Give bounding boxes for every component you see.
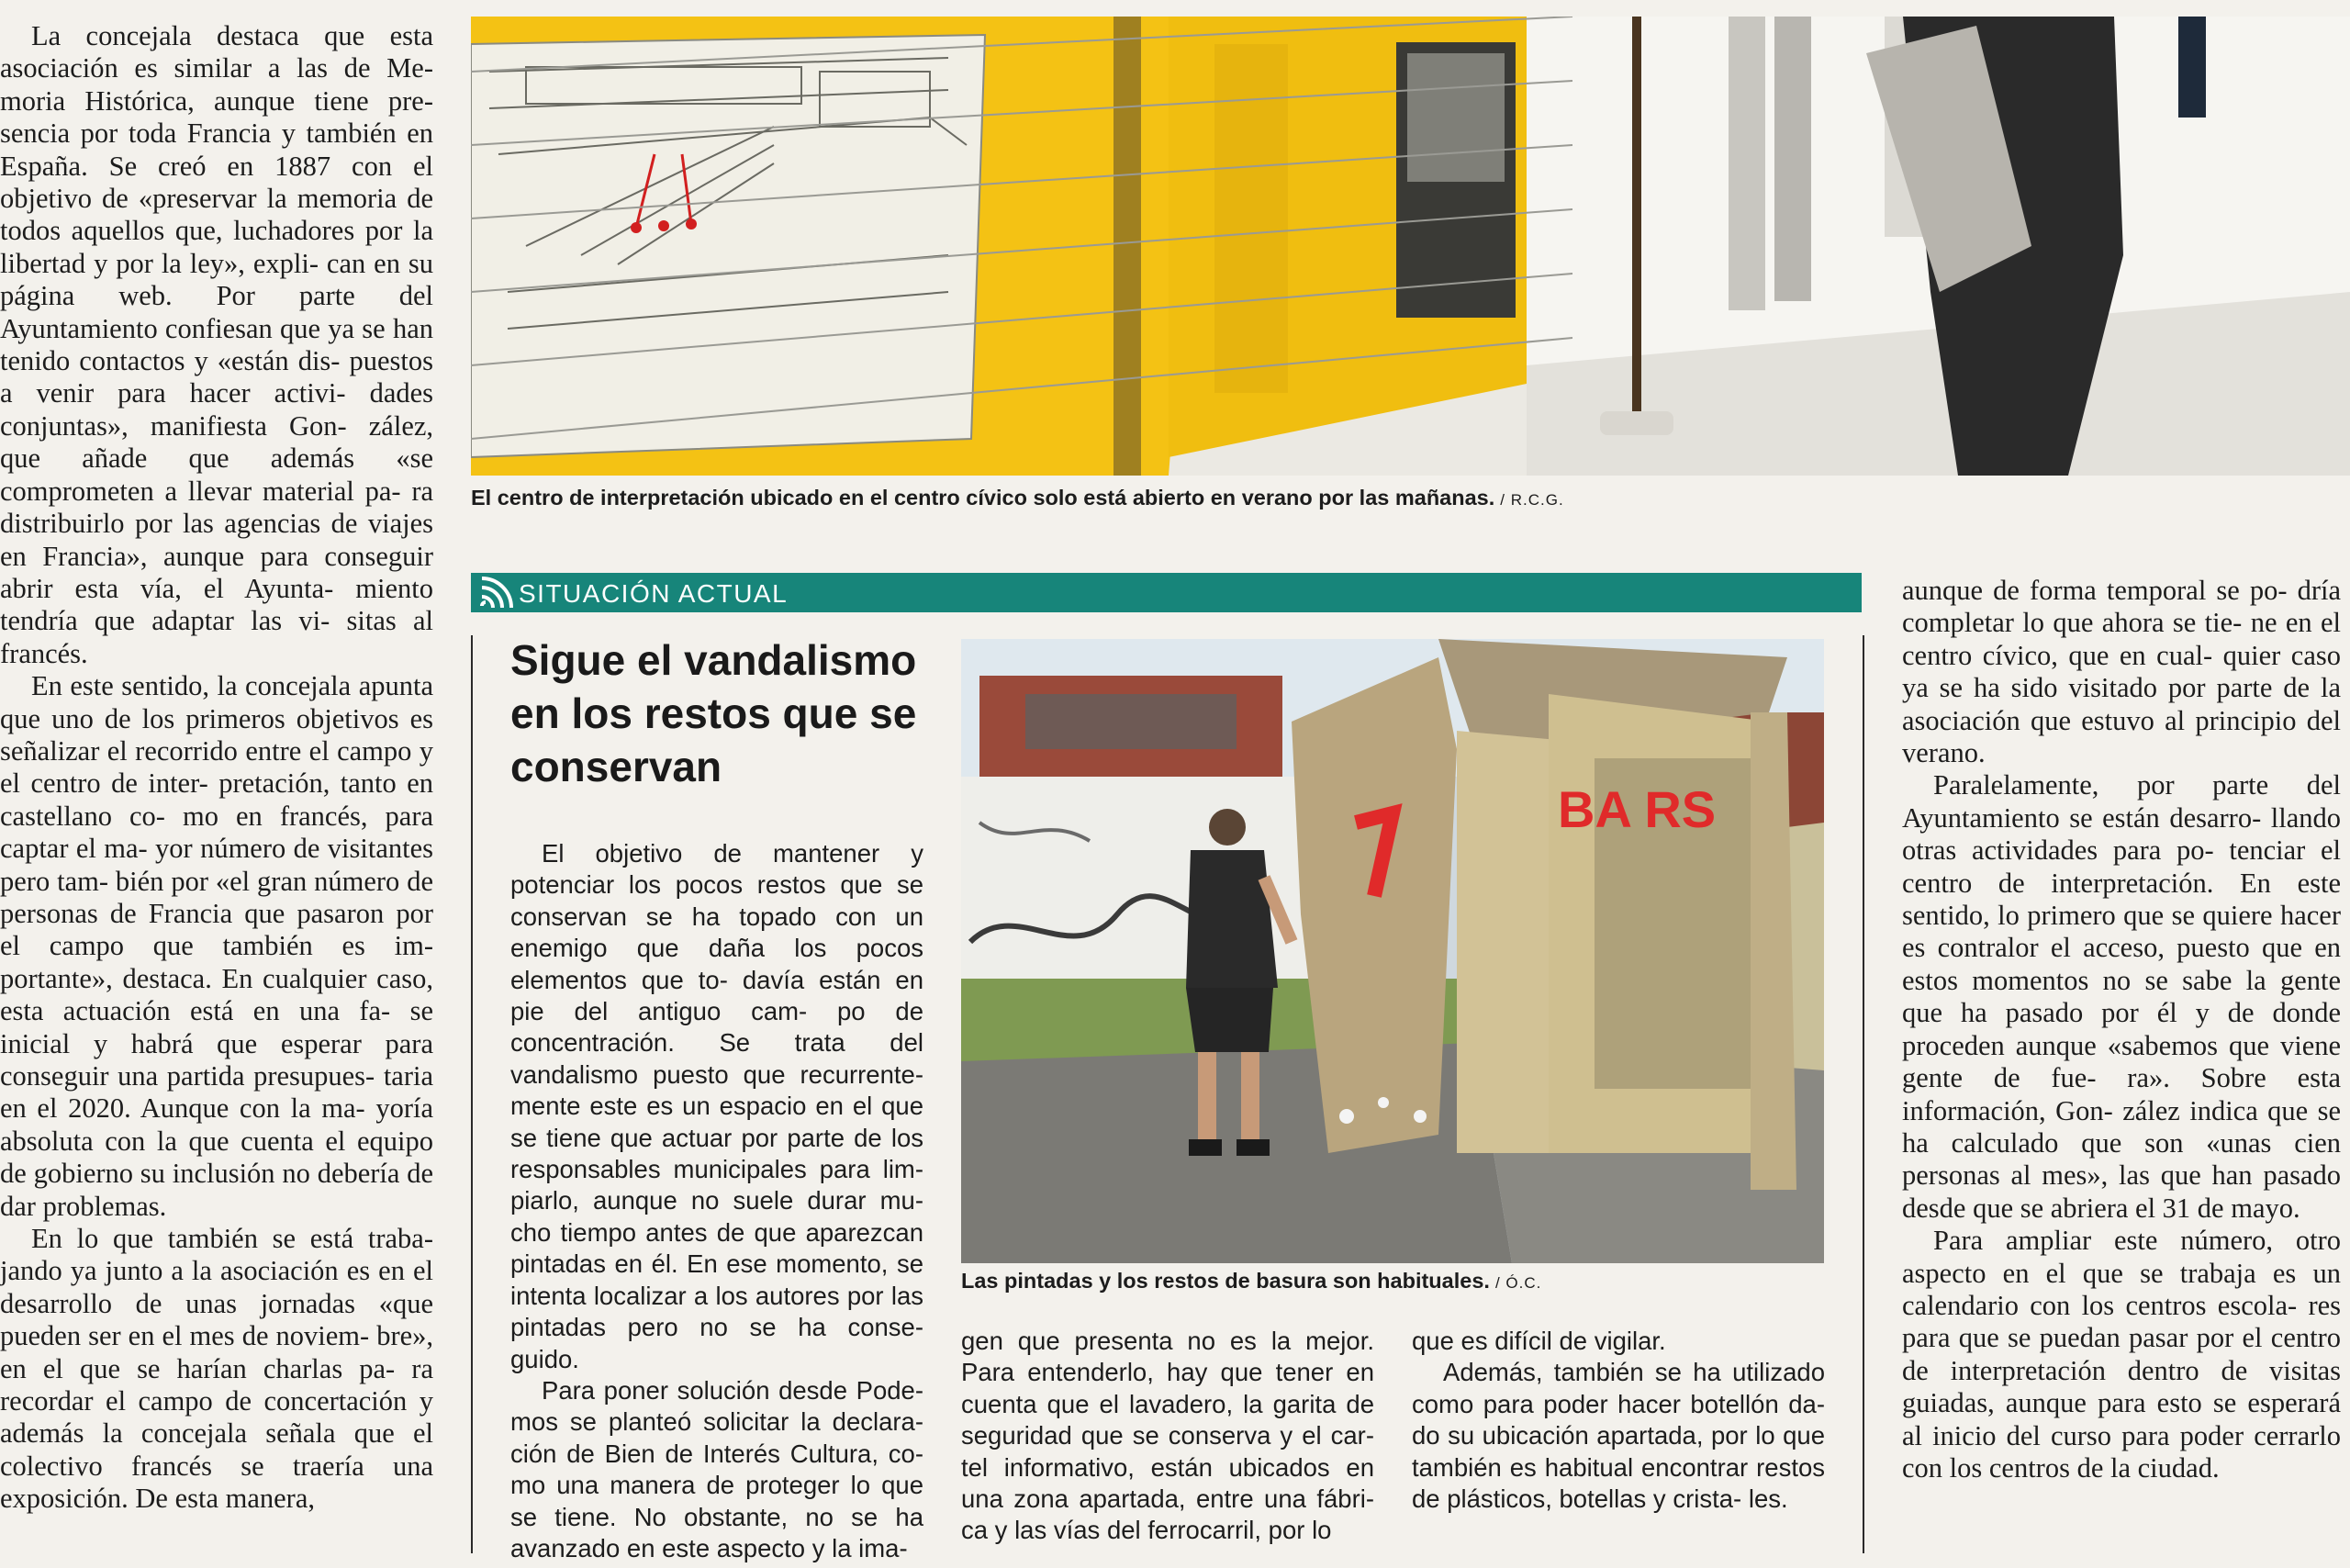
text-line: se tiene que actuar por parte de los [510,1123,923,1152]
text-line: responsables municipales para lim- [510,1155,923,1184]
left-column [0,20,433,1516]
text-line: mente este es un espacio en el que [510,1092,923,1121]
text-line: equipo de gobierno su inclusión no [0,1125,433,1190]
text-line: una exposición. De esta manera, [0,1450,434,1515]
text-line: se esperará al inicio del curso para [1902,1387,2341,1451]
text-line: las pintadas pero no se ha conse- [510,1281,923,1342]
text-line: El objetivo de mantener y potenciar [510,839,923,900]
text-line: apunta que uno de los primeros [0,670,433,734]
section-band [471,573,1862,612]
text-line: que también es habitual encontrar [1412,1421,1826,1482]
text-line: centro de interpretación dentro de [1902,1322,2341,1386]
text-line: tel informativo, están ubicados en [961,1452,1374,1482]
text-line: moria Histórica, aunque tiene pre- [0,84,433,117]
text-line: pretación, tanto en castellano co- [0,767,433,832]
text-line: que es difícil de vigilar. [1412,1327,1666,1355]
text-line: entre el campo y el centro de inter- [0,734,434,800]
text-line: puestos a venir para hacer activi- [0,345,433,409]
text-line: asociación es similar a las de Me- [0,52,433,84]
photo-credit: / R.C.G. [1500,491,1564,509]
paragraph [0,670,433,1223]
paragraph [1412,1326,1825,1357]
text-line: tenciar el centro de interpretación. [1902,834,2341,899]
paragraph [0,20,433,670]
text-line: se inicial y habrá que esperar para [0,995,434,1059]
text-line: piarlo, aunque no suele durar mu- [510,1186,923,1215]
text-line: debería de dar problemas. [0,1158,434,1222]
text-line: En lo que también se está traba- [31,1223,433,1255]
text-line: caso, esta actuación está en una fa- [0,962,433,1027]
text-line: en España. Se creó en 1887 con el [0,118,434,182]
headline: Sigue el vandalismo en los restos que se conservan [510,636,917,790]
text-line: por el campo que también es im- [0,897,433,962]
text-line: ciudad. [2137,1451,2220,1484]
text-line: can en su página web. Por parte del [0,247,434,312]
text-line: se sabe la gente que ha pasado por [1902,964,2341,1029]
text-line: po de concentración. Se trata del [510,997,924,1058]
text-line: sencia por toda Francia y también [0,118,397,150]
text-line: les. [1748,1484,1788,1514]
text-line: el desarrollo de unas jornadas «que [0,1255,434,1319]
text-line: restos de plásticos, botellas y crista- [1412,1452,1826,1514]
section-label: SITUACIÓN ACTUAL [519,579,789,608]
vandalism-photo-art [961,639,1824,1263]
text-line: se tiene. No obstante, no se ha [510,1502,923,1531]
text-line: zález, que añade que además «se [0,409,434,475]
text-line: se ha topado con un enemigo que [510,902,924,963]
text-line: comprometen a llevar material pa- [0,475,401,507]
text-line: ción de Bien de Interés Cultura, co- [510,1439,923,1468]
text-line: que son «unas cien personas al [1902,1126,2341,1192]
text-line: jando ya junto a la asociación es en [0,1255,405,1287]
paragraph [510,838,923,1375]
text-line: quiere hacer es contralor el acceso, [1902,900,2342,964]
text-line: ra». Sobre esta información, Gon- [1902,1062,2341,1126]
text-line: sitas al francés. [0,605,433,669]
text-line: que el colectivo francés se traería [0,1417,433,1482]
caption-text: El centro de interpretación ubicado en el centro cívico solo está abierto en verano por las mañanas. [471,486,1495,510]
text-line: Para entenderlo, hay que tener en [961,1358,1374,1387]
photo-credit: / Ó.C. [1494,1274,1542,1292]
text-line: conseguir abrir esta vía, el Ayunta- [0,540,433,604]
column-rule-left [471,635,473,1553]
text-line: dades conjuntas», manifiesta Gon- [0,377,434,442]
text-line: objetivos es señalizar el recorrido [0,702,433,767]
text-line: mo una manera de proteger lo que [510,1471,923,1500]
text-line: objetivo de «preservar la memoria [0,183,397,215]
text-line: bién por «el gran número de [115,865,433,897]
text-line: yoría absoluta con la que cuenta el [0,1092,433,1157]
text-line: él y de donde proceden aunque [1902,997,2341,1061]
text-line: mo en francés, para captar el ma- [0,800,434,865]
text-line: zález indica que se ha calculado [1902,1094,2341,1159]
vandalism-photo [961,639,1824,1263]
text-line: poder cerrarlo con los centros de la [1902,1419,2341,1484]
text-line: Ayuntamiento se están desarro- [1902,801,2262,834]
text-line: una zona apartada, entre una fábri- [961,1484,1374,1514]
graffiti-ba: BA RS [1558,780,1717,838]
text-line: Ayuntamiento confiesan que ya se [0,312,386,344]
text-line: mes», las que han pasado desde [1902,1159,2342,1224]
text-line: aspecto en el que se trabaja es un [1902,1257,2341,1289]
person-torso [1186,850,1278,988]
text-line: de todos aquellos que, luchadores [0,183,433,247]
text-line: cho tiempo antes de que aparezcan [510,1217,923,1247]
column-rule-right [1863,635,1864,1553]
text-line: llando otras actividades para po- [1902,801,2341,867]
text-line: davía están en pie del antiguo cam- [510,965,923,1026]
text-line: ra recordar el campo de concertación [0,1352,433,1417]
exhibition-photo [471,17,2350,476]
paragraph [1412,1357,1825,1515]
text-line: pintadas en él. En ese momento, se [510,1249,923,1279]
text-line: avanzado en este aspecto y la ima- [510,1533,908,1562]
text-line: aunque de forma temporal se po- [1902,575,2288,606]
text-line: En este sentido, lo primero que se [1902,867,2341,932]
inner-column-3 [1412,1326,1825,1515]
text-line: ca y las vías del ferrocarril, por lo [961,1516,1332,1545]
text-line: puesto que en estos momentos no [1902,932,2341,996]
text-line: bre», en el que se harían charlas pa- [0,1320,434,1384]
inner-column-2 [961,1326,1374,1547]
text-line: dría completar lo que ahora se tie- [1902,575,2342,639]
text-line: Además, también se ha utilizado [1443,1358,1825,1387]
text-line: ra distribuirlo por las agencias de [0,475,434,540]
bottom-photo-caption [961,1269,1541,1294]
paragraph [1902,575,2341,769]
text-line: La concejala destaca que esta [31,20,433,51]
text-line: por la libertad y por la ley», expli- [0,215,433,279]
signal-icon [476,575,513,611]
text-line: En este sentido, la concejala [31,670,352,702]
caption-text: Las pintadas y los restos de basura son habituales. [961,1269,1490,1293]
text-line: conseguir una partida presupues- [0,1060,375,1092]
text-line: y además la concejala señala [0,1385,433,1450]
text-line: res para que se puedan pasar por el [1902,1289,2342,1354]
text-line: gen que presenta no es la mejor. [961,1327,1374,1355]
text-line: taria en el 2020. Aunque con la ma- [0,1060,434,1125]
text-line: calendario con los centros escola- [1902,1289,2298,1321]
text-line: los pocos restos que se conservan [510,870,923,931]
text-line: parte de la asociación que estuvo [1902,672,2341,736]
text-line: portante», destaca. En cualquier [0,962,367,994]
paragraph [0,1223,433,1516]
top-photo-caption [471,486,1564,510]
text-line: como para poder hacer botellón da- [1412,1389,1825,1418]
text-line: ne en el centro cívico, que en cual- [1902,607,2342,671]
paragraph [961,1326,1374,1547]
text-line: cuenta que el lavadero, la garita de [961,1389,1374,1418]
text-line: que se abriera el 31 de mayo. [1973,1192,2300,1224]
text-line: intenta localizar a los autores por [510,1281,884,1310]
text-line: miento tendría que adaptar las vi- [0,572,433,637]
text-line: pueden ser en el mes de noviem- [0,1320,370,1352]
text-line: viajes en Francia», aunque para [0,508,434,572]
text-line: han tenido contactos y «están dis- [0,312,433,377]
text-line: visitas guiadas, aunque para esto [1902,1354,2341,1419]
text-line: daña los pocos elementos que to- [510,934,924,994]
text-line: seguridad que se conserva y el car- [961,1421,1374,1450]
text-line: quier caso ya se ha sido visitado por [1902,639,2341,704]
text-line: do su ubicación apartada, por lo [1412,1421,1775,1450]
exhibition-photo-art [471,17,2350,476]
text-line: vandalismo puesto que recurrente- [510,1059,923,1089]
text-line: Paralelamente, por parte del [1933,769,2341,801]
text-line: Para poner solución desde Pode- [542,1375,923,1405]
person-head [1209,809,1246,846]
inner-column-1 [510,838,923,1564]
text-line: Para ampliar este número, otro [1933,1225,2341,1257]
text-line: guido. [510,1344,579,1373]
text-line: yor número de visitantes pero tam- [0,833,433,897]
paragraph [1902,1225,2341,1484]
text-line: al principio del verano. [1902,704,2342,769]
right-column [1902,575,2341,1484]
paragraph [1902,769,2341,1225]
text-line: personas de Francia que pasaron [0,897,385,929]
text-line: «sabemos que viene gente de fue- [1902,1029,2342,1094]
text-line: mos se planteó solicitar la declara- [510,1407,923,1437]
paragraph [510,1375,923,1564]
